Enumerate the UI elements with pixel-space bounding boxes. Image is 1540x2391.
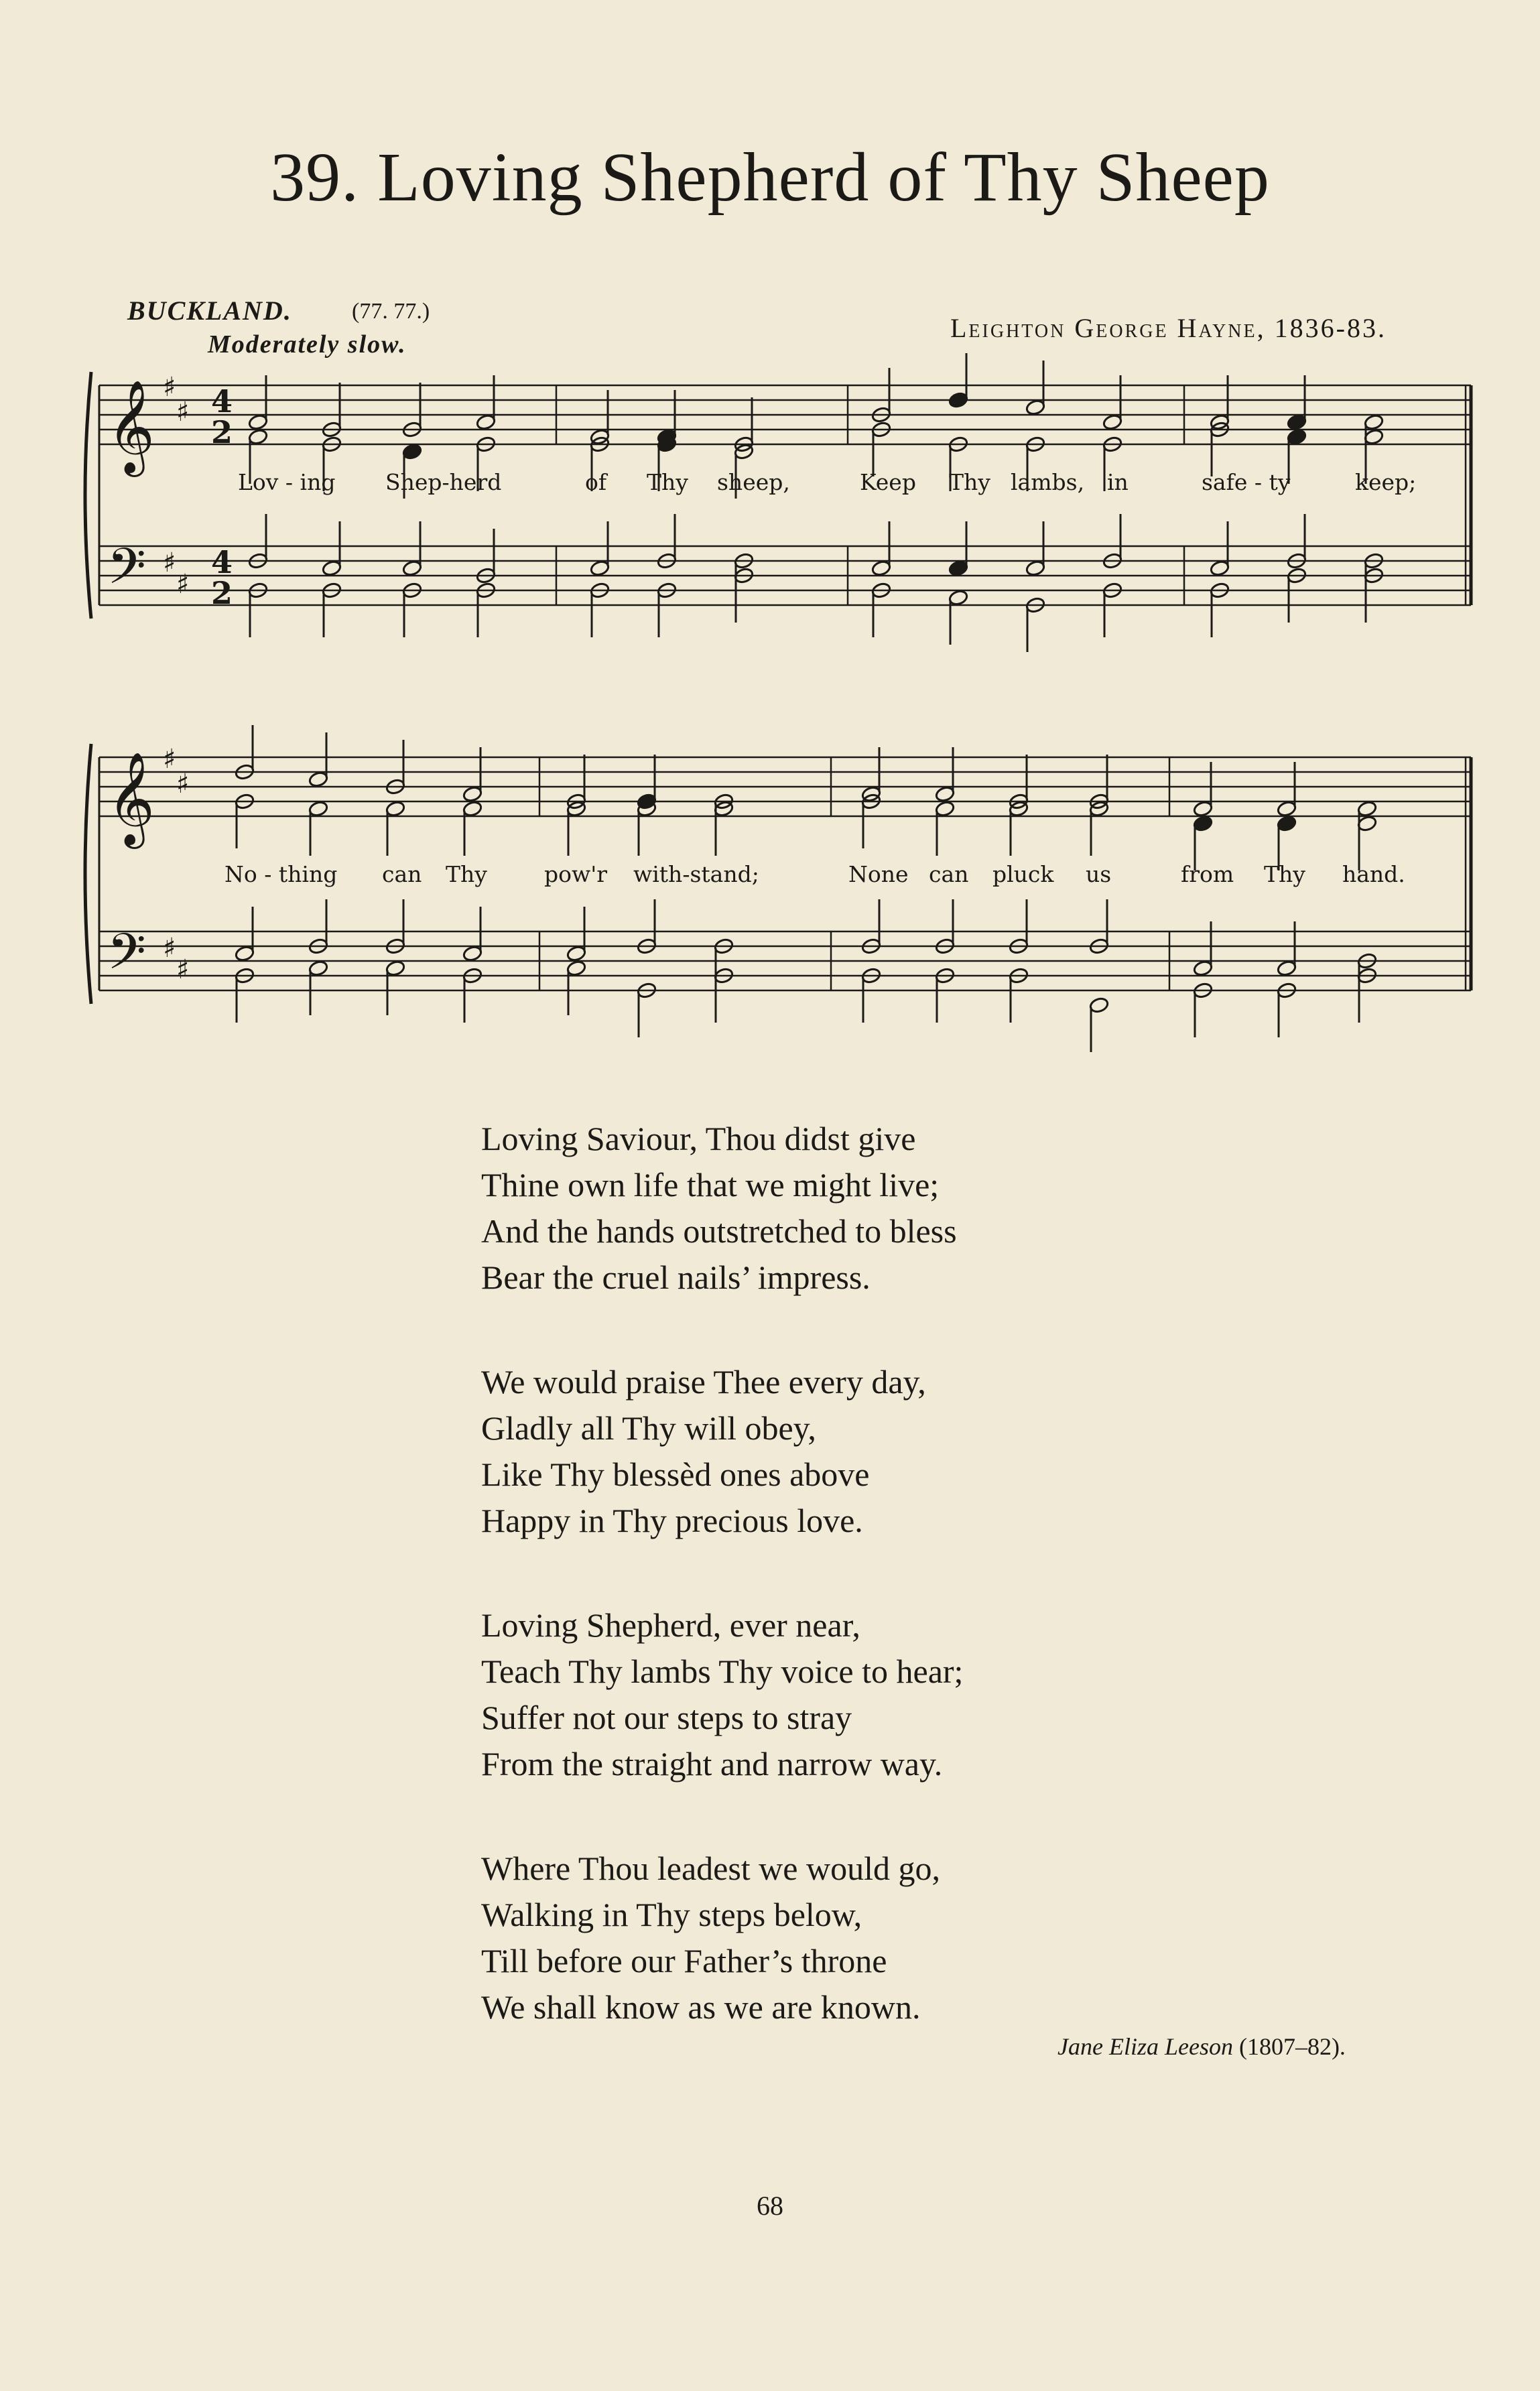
score-lyric: us — [1086, 861, 1112, 887]
verse-line: Loving Shepherd, ever near, — [481, 1606, 860, 1644]
verse-line: Till before our Father’s throne — [481, 1942, 887, 1980]
score-lyric: pluck — [992, 861, 1054, 887]
stanza — [481, 1359, 963, 1544]
verse-line: From the straight and narrow way. — [481, 1745, 943, 1783]
tune-name: BUCKLAND. — [127, 296, 292, 326]
score-lyric: Thy — [446, 861, 487, 887]
key-sharp: ♯ — [176, 769, 190, 799]
time-signature: 2 — [211, 575, 233, 611]
score-lyric: can — [929, 861, 969, 887]
verse-line: Where Thou leadest we would go, — [481, 1850, 940, 1887]
system-brace — [85, 744, 91, 1004]
key-sharp: ♯ — [176, 954, 190, 985]
verse-line: Bear the cruel nails’ impress. — [481, 1258, 871, 1296]
verse-line: Loving Saviour, Thou didst give — [481, 1120, 916, 1157]
bass-clef: 𝄢 — [107, 537, 146, 608]
verse-line: Thine own life that we might live; — [481, 1166, 940, 1204]
score-lyric: Thy — [1264, 861, 1305, 887]
score-lyric: Thy — [647, 469, 688, 495]
score-lyric: from — [1181, 861, 1234, 887]
score-lyric: No - thing — [224, 861, 338, 887]
key-sharp: ♯ — [163, 744, 176, 775]
score-lyric: Thy — [949, 469, 990, 495]
verse-line: Like Thy blessèd ones above — [481, 1456, 870, 1493]
stanza — [481, 1602, 963, 1787]
stanza — [481, 1116, 963, 1301]
key-sharp: ♯ — [176, 397, 190, 428]
score-lyric: Keep — [860, 469, 916, 495]
score-lyric: with-stand; — [633, 861, 759, 887]
page-number: 68 — [757, 2191, 783, 2221]
hymn-verses — [481, 1116, 963, 2089]
score-lyric: lambs, — [1011, 469, 1085, 495]
verse-line: We shall know as we are known. — [481, 1988, 921, 2026]
hymn-title: 39. Loving Shepherd of Thy Sheep — [270, 139, 1270, 216]
score-lyric: hand. — [1342, 861, 1405, 887]
score-lyric: None — [848, 861, 909, 887]
verse-line: Happy in Thy precious love. — [481, 1502, 863, 1539]
system-brace — [85, 372, 91, 619]
score-lyric: Lov - ing — [238, 469, 336, 495]
key-sharp: ♯ — [163, 547, 176, 578]
verse-line: Gladly all Thy will obey, — [481, 1409, 816, 1447]
author-dates: (1807–82). — [1238, 2033, 1346, 2060]
verse-line: Walking in Thy steps below, — [481, 1896, 862, 1933]
author-name: Jane Eliza Leeson — [1057, 2033, 1233, 2060]
verse-line: Teach Thy lambs Thy voice to hear; — [481, 1653, 964, 1690]
verse-line: And the hands outstretched to bless — [481, 1212, 957, 1250]
verse-line: We would praise Thee every day, — [481, 1363, 926, 1401]
score-lyric: safe - ty — [1202, 469, 1291, 495]
time-signature: 2 — [211, 414, 233, 450]
stanza — [481, 1846, 963, 2030]
tempo-marking: Moderately slow. — [208, 330, 407, 359]
time-signature: 4 — [211, 544, 233, 580]
score-lyric: of — [585, 469, 607, 495]
score-lyric: pow'r — [544, 861, 608, 887]
treble-clef: 𝄞 — [107, 380, 155, 473]
composer-credit: Leighton George Hayne, 1836-83. — [950, 313, 1387, 343]
music-score — [0, 0, 1540, 1059]
tune-meter: (77. 77.) — [352, 299, 430, 324]
score-lyric: Shep-herd — [385, 469, 502, 495]
score-lyric: keep; — [1355, 469, 1417, 495]
score-lyric: in — [1107, 469, 1129, 495]
key-sharp: ♯ — [163, 372, 176, 403]
score-lyric: can — [382, 861, 422, 887]
text-attribution — [1057, 2032, 1346, 2061]
key-sharp: ♯ — [176, 569, 190, 600]
bass-clef: 𝄢 — [107, 923, 146, 993]
verse-line: Suffer not our steps to stray — [481, 1699, 852, 1736]
time-signature: 4 — [211, 383, 233, 419]
treble-clef: 𝄞 — [107, 752, 155, 845]
key-sharp: ♯ — [163, 933, 176, 964]
score-lyric: sheep, — [717, 469, 790, 495]
